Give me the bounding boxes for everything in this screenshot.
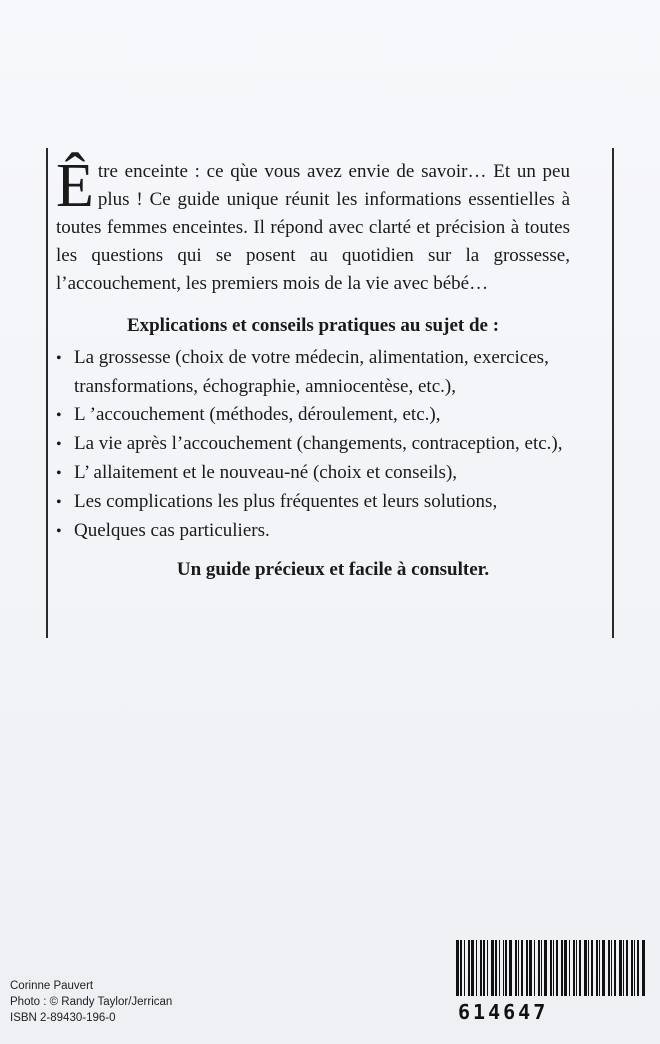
barcode-bar [521,940,523,996]
barcode-bar [614,940,616,996]
right-border-rule [612,148,614,638]
barcode-bar [476,940,477,996]
barcode-bar [584,940,587,996]
intro-paragraph [56,152,570,298]
blurb-block [56,152,570,584]
barcode-bar [471,940,474,996]
barcode-bar [631,940,633,996]
barcode-bar [553,940,554,996]
barcode-number: 614647 [458,1000,549,1024]
barcode-bar [608,940,610,996]
drop-cap: Ê [56,152,94,220]
barcode-bar [626,940,628,996]
barcode-bar [534,940,535,996]
closing-line: Un guide précieux et facile à consulter. [176,559,490,580]
barcode-bar [529,940,532,996]
barcode-bar [576,940,577,996]
barcode-bar [526,940,528,996]
barcode [456,940,648,996]
barcode-bar [518,940,519,996]
list-item: • L ’accouchement (méthodes, déroulement, etc.), [56,401,570,430]
barcode-bar [611,940,612,996]
barcode-bar [464,940,465,996]
barcode-bar [468,940,470,996]
barcode-bar [460,940,462,996]
barcode-bar [503,940,504,996]
bullet-icon: • [56,436,62,453]
barcode-bar [487,940,488,996]
barcode-bar [491,940,494,996]
barcode-bar [569,940,570,996]
barcode-bar [515,940,517,996]
barcode-bar [579,940,581,996]
barcode-bar [456,940,459,996]
list-item: • La grossesse (choix de votre médecin, alimentation, exercices, transformations, échographie, amniocentèse, etc.), [56,347,549,397]
left-border-rule [46,148,48,638]
barcode-bar [483,940,485,996]
barcode-bar [588,940,589,996]
barcode-bar [509,940,512,996]
intro-text: tre enceinte : ce qùe vous avez envie de savoir… Et un peu plus ! Ce guide unique réunit les informations essentielles à toutes femmes enceintes. Il répond avec clarté et précision à toutes les questions qui se posent au quotidien sur la grossesse, l’accouchement, les premiers mois de la vie avec bébé… [56,161,570,294]
barcode-bar [495,940,497,996]
barcode-bar [634,940,635,996]
barcode-bar [561,940,563,996]
barcode-bar [623,940,624,996]
bullet-icon: • [56,494,62,511]
barcode-bar [499,940,500,996]
barcode-bar [505,940,507,996]
bullet-icon: • [56,465,62,482]
isbn: ISBN 2-89430-196-0 [10,1012,116,1024]
barcode-bar [602,940,605,996]
barcode-bar [591,940,593,996]
publisher-name: Corinne Pauvert [10,980,94,992]
barcode-bar [637,940,639,996]
barcode-bar [550,940,552,996]
barcode-bar [541,940,542,996]
list-item: • Les complications les plus fréquentes et leurs solutions, [56,488,570,517]
barcode-bar [599,940,600,996]
barcode-bar [619,940,622,996]
list-item: • Quelques cas particuliers. [56,517,570,546]
bullet-icon: • [56,350,62,367]
list-item: • La vie après l’accouchement (changements, contraception, etc.), [56,430,570,459]
list-item: • L’ allaitement et le nouveau-né (choix et conseils), [56,459,570,488]
section-heading: Explications et conseils pratiques au sujet de : [126,315,500,336]
topics-list [56,344,570,546]
barcode-bar [538,940,540,996]
bullet-icon: • [56,407,62,424]
barcode-bar [596,940,598,996]
photo-credit: Photo : © Randy Taylor/Jerrican [10,996,173,1008]
barcode-bar [573,940,575,996]
barcode-bar [480,940,482,996]
bullet-icon: • [56,523,62,540]
credits [10,978,172,1026]
barcode-bar [642,940,645,996]
barcode-bar [544,940,547,996]
barcode-bar [564,940,567,996]
barcode-bar [556,940,558,996]
